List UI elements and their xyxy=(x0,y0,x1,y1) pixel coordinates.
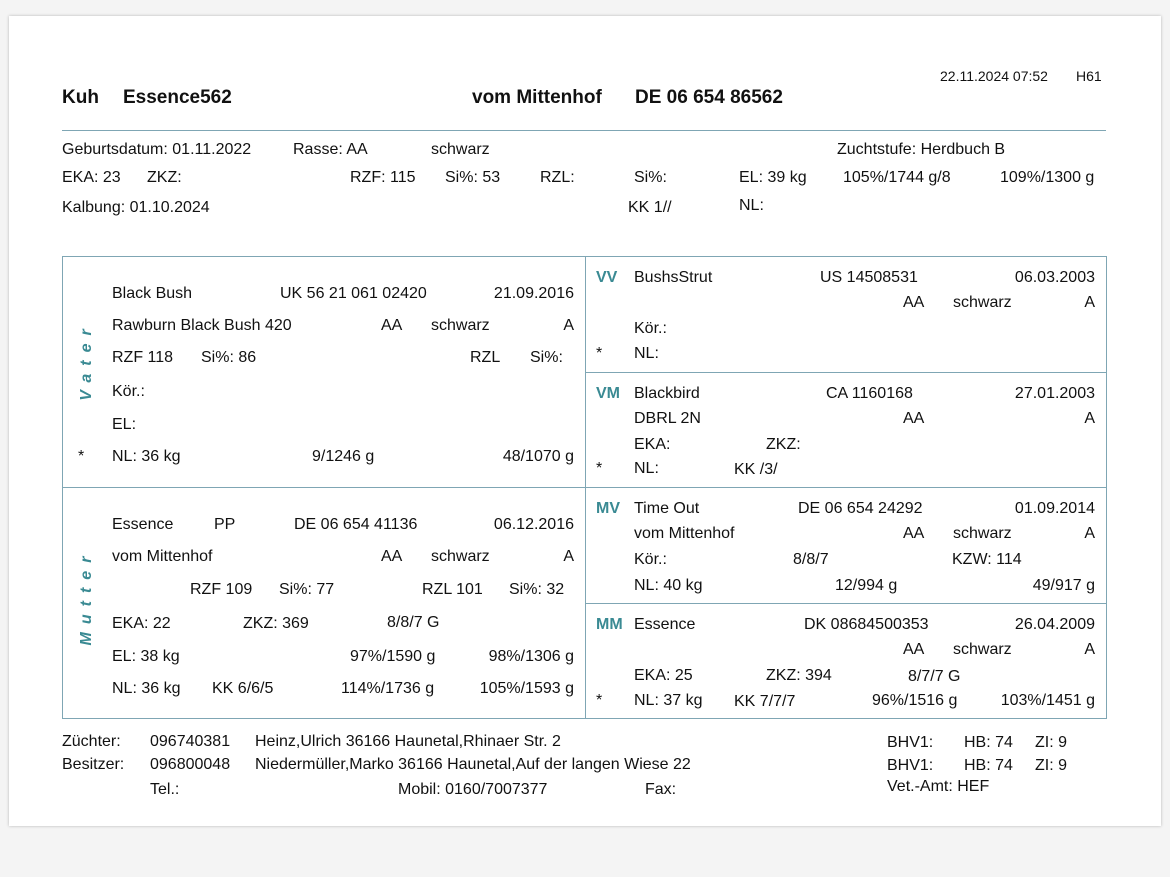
vm-extra: DBRL 2N xyxy=(634,410,701,427)
mutter-rzl: RZL 101 xyxy=(422,581,483,598)
owner-label: Besitzer: xyxy=(62,756,125,773)
vater-side-label: Vater xyxy=(78,321,95,401)
vater-nl-percent-2: 48/1070 g xyxy=(502,448,574,465)
mv-tag: MV xyxy=(596,500,620,517)
mv-nl-percent-1: 12/994 g xyxy=(835,577,898,594)
vv-grade: A xyxy=(1084,294,1095,311)
parent-divider xyxy=(62,487,586,488)
vater-breed: AA xyxy=(381,317,403,334)
document-code: H61 xyxy=(1076,68,1102,84)
mutter-side-label: Mutter xyxy=(78,548,95,646)
bhv1-label-1: BHV1: xyxy=(887,734,934,751)
breeder-address: Heinz,Ulrich 36166 Haunetal,Rhinaer Str. 2 xyxy=(255,733,561,750)
hb-value-1: HB: 74 xyxy=(964,734,1013,751)
breeding-level: Zuchtstufe: Herdbuch B xyxy=(837,141,1006,158)
mutter-pp: PP xyxy=(214,516,236,533)
mm-breed: AA xyxy=(903,641,925,658)
mutter-id: DE 06 654 41136 xyxy=(294,516,418,533)
owner-address: Niedermüller,Marko 36166 Haunetal,Auf der langen Wiese 22 xyxy=(255,756,691,773)
mutter-nl: NL: 36 kg xyxy=(112,680,181,697)
mutter-rzf: RZF 109 xyxy=(190,581,253,598)
mv-name: Time Out xyxy=(634,500,700,517)
mv-farm: vom Mittenhof xyxy=(634,525,735,542)
header-divider xyxy=(62,130,1106,131)
mm-kk: KK 7/7/7 xyxy=(734,693,796,710)
mm-grade: A xyxy=(1084,641,1095,658)
print-timestamp: 22.11.2024 07:52 xyxy=(940,68,1048,84)
vm-name: Blackbird xyxy=(634,385,700,402)
mutter-el-percent-1: 97%/1590 g xyxy=(350,648,436,665)
mutter-eka: EKA: 22 xyxy=(112,615,171,632)
vm-kk: KK /3/ xyxy=(734,461,778,478)
vv-id: US 14508531 xyxy=(820,269,918,286)
vv-nl: NL: xyxy=(634,345,659,362)
mutter-score: 8/8/7 G xyxy=(387,614,440,631)
mm-zkz: ZKZ: 394 xyxy=(766,667,832,684)
vm-id: CA 1160168 xyxy=(826,385,913,402)
fax-label: Fax: xyxy=(645,781,677,798)
mv-date: 01.09.2014 xyxy=(1014,500,1095,517)
mutter-farm: vom Mittenhof xyxy=(112,548,213,565)
mutter-color: schwarz xyxy=(431,548,490,565)
mv-grade: A xyxy=(1084,525,1095,542)
el-percent-2: 109%/1300 g xyxy=(1000,169,1095,186)
mv-nl-percent-2: 49/917 g xyxy=(1032,577,1095,594)
vater-el: EL: xyxy=(112,416,137,433)
vm-zkz: ZKZ: xyxy=(766,436,801,453)
zi-value-2: ZI: 9 xyxy=(1035,757,1068,774)
mm-star: * xyxy=(596,692,603,709)
kk: KK 1// xyxy=(628,199,672,216)
vv-date: 06.03.2003 xyxy=(1014,269,1095,286)
mv-kzw: KZW: 114 xyxy=(952,551,1022,568)
mutter-si-1: Si%: 77 xyxy=(279,581,335,598)
mutter-nl-percent-1: 114%/1736 g xyxy=(341,680,435,697)
owner-id: 096800048 xyxy=(150,756,231,773)
vater-date: 21.09.2016 xyxy=(493,285,574,302)
grandparent-divider-1 xyxy=(585,372,1106,373)
breed: Rasse: AA xyxy=(293,141,368,158)
vater-si-1: Si%: 86 xyxy=(201,349,257,366)
bhv1-label-2: BHV1: xyxy=(887,757,934,774)
mm-name: Essence xyxy=(634,616,696,633)
mv-breed: AA xyxy=(903,525,925,542)
el-percent-1: 105%/1744 g/8 xyxy=(843,169,951,186)
zi-value-1: ZI: 9 xyxy=(1035,734,1068,751)
mm-score: 8/7/7 G xyxy=(908,668,961,685)
grandparent-divider-2 xyxy=(585,487,1106,488)
vv-color: schwarz xyxy=(953,294,1012,311)
mm-date: 26.04.2009 xyxy=(1014,616,1095,633)
vater-rzl: RZL xyxy=(470,349,501,366)
birth-date: Geburtsdatum: 01.11.2022 xyxy=(62,141,252,158)
phone-label: Tel.: xyxy=(150,781,180,798)
vv-tag: VV xyxy=(596,269,618,286)
vm-grade: A xyxy=(1084,410,1095,427)
vater-nl-percent-1: 9/1246 g xyxy=(312,448,375,465)
si-percent-2: Si%: xyxy=(634,169,667,186)
mm-nl-percent-2: 103%/1451 g xyxy=(1000,692,1095,709)
mutter-el: EL: 38 kg xyxy=(112,648,180,665)
mm-id: DK 08684500353 xyxy=(804,616,929,633)
vater-si-2: Si%: xyxy=(530,349,563,366)
mm-tag: MM xyxy=(596,616,623,633)
el: EL: 39 kg xyxy=(739,169,807,186)
mutter-breed: AA xyxy=(381,548,403,565)
mutter-kk: KK 6/6/5 xyxy=(212,680,274,697)
mutter-si-2: Si%: 32 xyxy=(509,581,565,598)
rzl: RZL: xyxy=(540,169,575,186)
animal-farm: vom Mittenhof xyxy=(472,87,602,108)
mutter-grade: A xyxy=(563,548,574,565)
mv-id: DE 06 654 24292 xyxy=(798,500,923,517)
vater-nl: NL: 36 kg xyxy=(112,448,181,465)
vv-koer: Kör.: xyxy=(634,320,667,337)
vm-tag: VM xyxy=(596,385,620,402)
rzf: RZF: 115 xyxy=(350,169,416,186)
vater-id: UK 56 21 061 02420 xyxy=(280,285,427,302)
mutter-zkz: ZKZ: 369 xyxy=(243,615,309,632)
vater-color: schwarz xyxy=(431,317,490,334)
si-percent-1: Si%: 53 xyxy=(445,169,501,186)
vater-star: * xyxy=(78,448,85,465)
animal-name: Essence562 xyxy=(123,87,232,108)
hb-value-2: HB: 74 xyxy=(964,757,1013,774)
breeder-label: Züchter: xyxy=(62,733,121,750)
mutter-el-percent-2: 98%/1306 g xyxy=(488,648,574,665)
mm-color: schwarz xyxy=(953,641,1012,658)
color: schwarz xyxy=(431,141,490,158)
eka: EKA: 23 xyxy=(62,169,121,186)
vv-star: * xyxy=(596,345,603,362)
mm-nl: NL: 37 kg xyxy=(634,692,703,709)
vm-breed: AA xyxy=(903,410,925,427)
mv-nl: NL: 40 kg xyxy=(634,577,703,594)
mutter-date: 06.12.2016 xyxy=(493,516,574,533)
mv-koer: Kör.: xyxy=(634,551,667,568)
mutter-name: Essence xyxy=(112,516,174,533)
animal-kind: Kuh xyxy=(62,87,99,108)
vm-star: * xyxy=(596,460,603,477)
breeder-id: 096740381 xyxy=(150,733,231,750)
nl: NL: xyxy=(739,197,764,214)
vater-rzf: RZF 118 xyxy=(112,349,174,366)
vater-full-name: Rawburn Black Bush 420 xyxy=(112,317,292,334)
vater-name: Black Bush xyxy=(112,285,193,302)
vater-koer: Kör.: xyxy=(112,383,145,400)
vm-date: 27.01.2003 xyxy=(1014,385,1095,402)
mobile-number: Mobil: 0160/7007377 xyxy=(398,781,548,798)
vet-office: Vet.-Amt: HEF xyxy=(887,778,990,795)
grandparent-divider-3 xyxy=(585,603,1106,604)
vater-grade: A xyxy=(563,317,574,334)
vm-eka: EKA: xyxy=(634,436,671,453)
mm-nl-percent-1: 96%/1516 g xyxy=(872,692,958,709)
zkz: ZKZ: xyxy=(147,169,182,186)
animal-ear-tag: DE 06 654 86562 xyxy=(635,87,783,108)
mv-score: 8/8/7 xyxy=(793,551,829,568)
mv-color: schwarz xyxy=(953,525,1012,542)
mm-eka: EKA: 25 xyxy=(634,667,693,684)
calving-date: Kalbung: 01.10.2024 xyxy=(62,199,210,216)
mutter-nl-percent-2: 105%/1593 g xyxy=(479,680,574,697)
vv-name: BushsStrut xyxy=(634,269,713,286)
vv-breed: AA xyxy=(903,294,925,311)
vm-nl: NL: xyxy=(634,460,659,477)
